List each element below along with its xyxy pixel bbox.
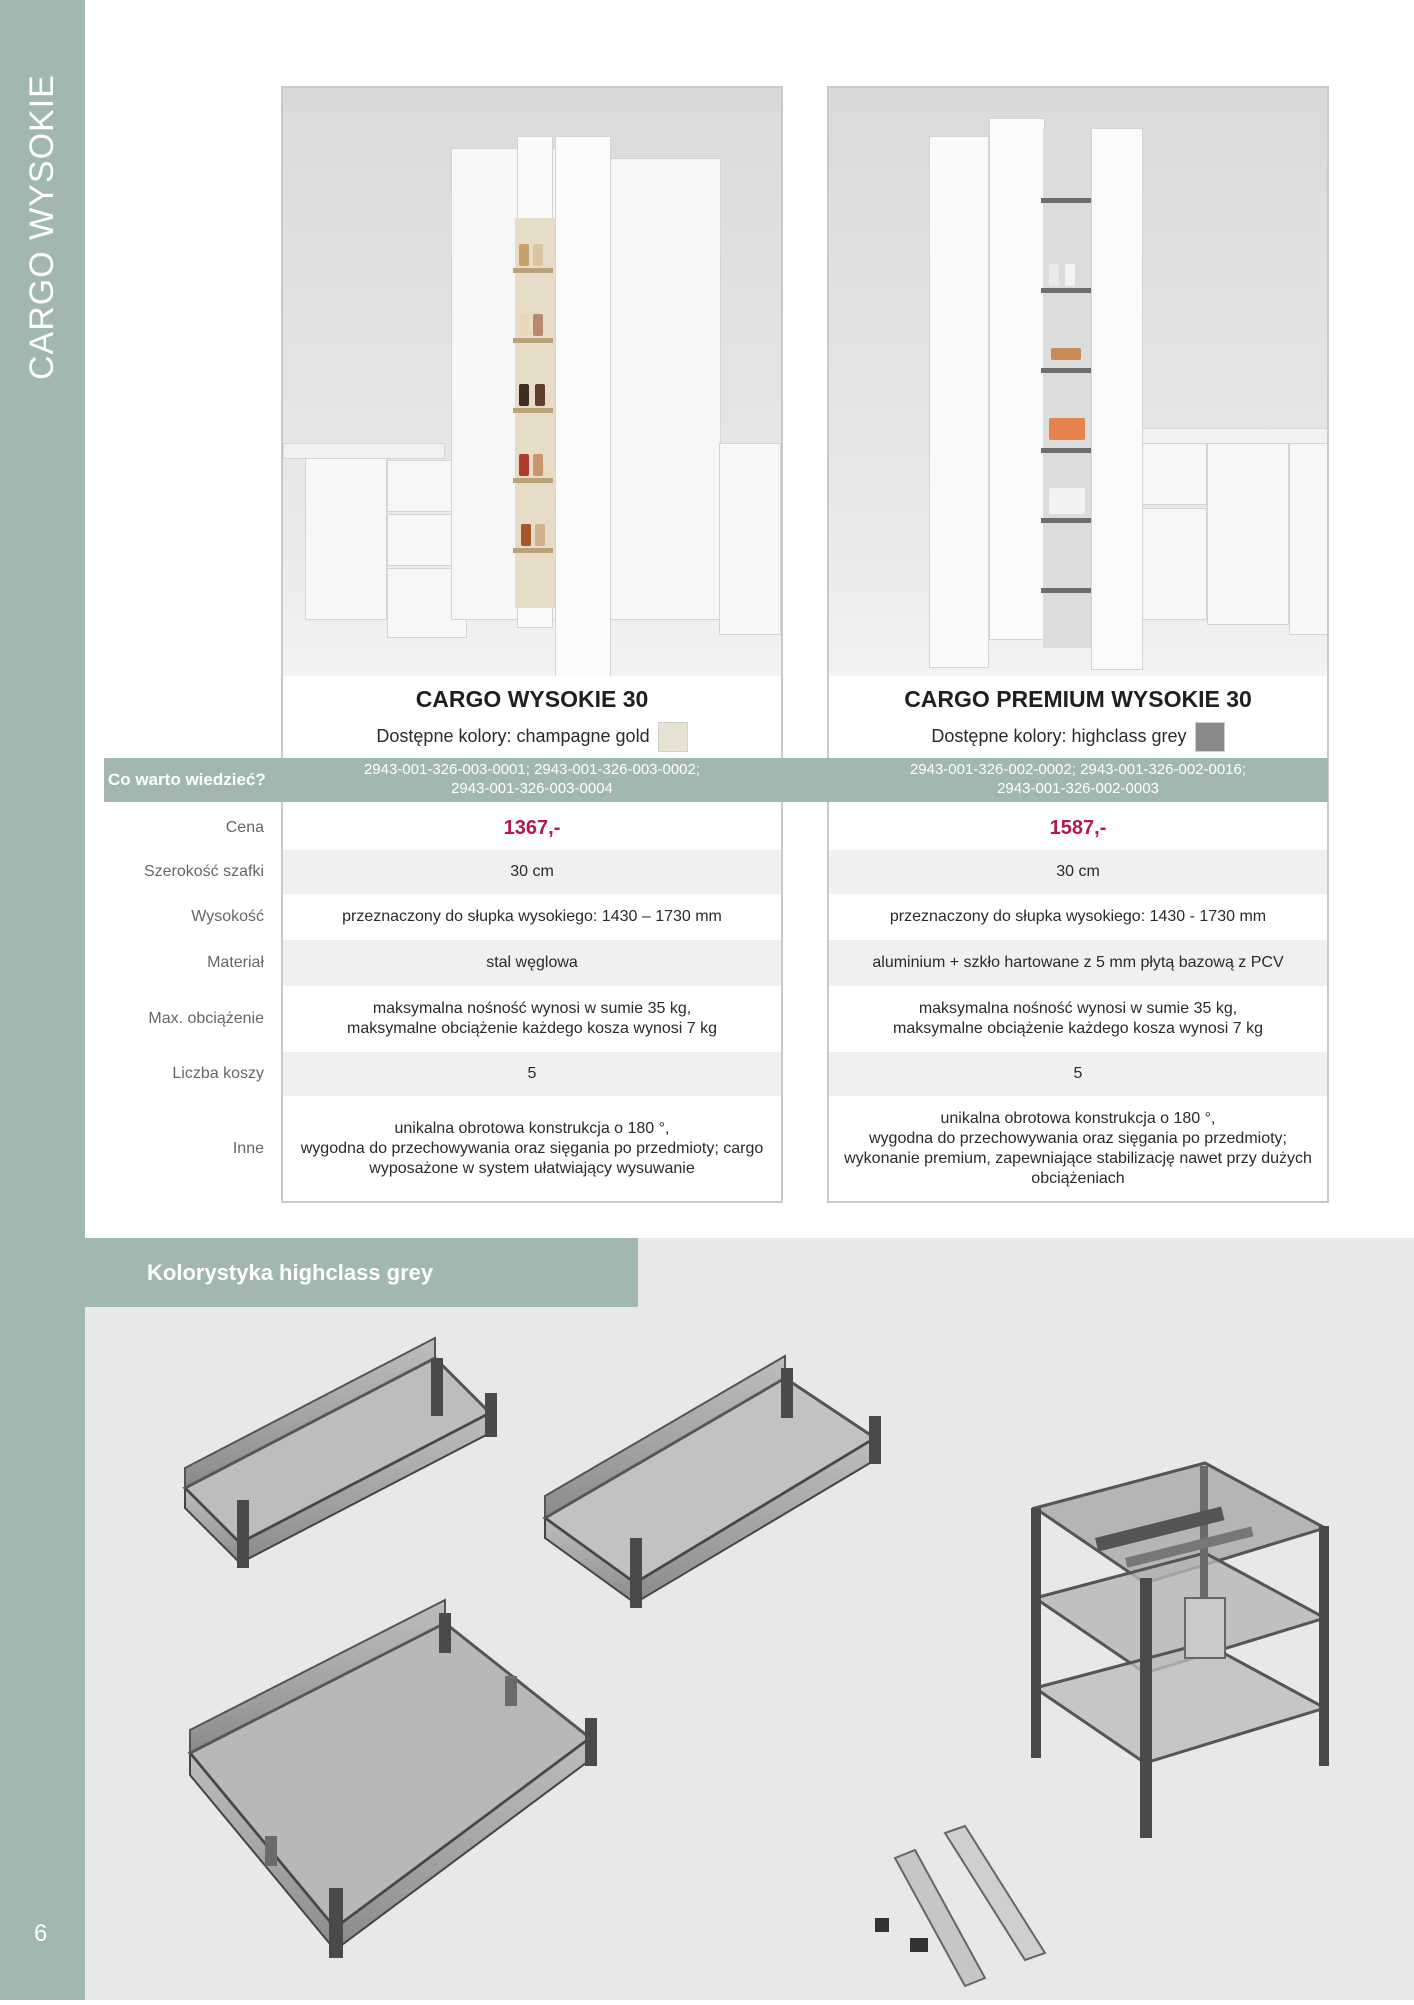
color-swatch — [1195, 722, 1225, 752]
page-number: 6 — [34, 1920, 48, 1947]
section-header-title: Kolorystyka highclass grey — [147, 1260, 434, 1285]
multi-tier-basket-unit — [1031, 1463, 1329, 1838]
max-load-cell: maksymalna nośność wynosi w sumie 35 kg, maksymalne obciążenie każdego kosza wynosi 7 kg — [347, 1000, 717, 1037]
narrow-basket — [185, 1338, 497, 1568]
width-cell: 30 cm — [283, 850, 781, 894]
baskets-cell: 5 — [829, 1052, 1327, 1096]
colors-label: Dostępne kolory: champagne gold — [376, 725, 650, 746]
row-label-other: Inne — [232, 1140, 264, 1157]
row-label-width: Szerokość szafki — [143, 863, 264, 880]
product-codes: 2943-001-326-003-0001; 2943-001-326-003-0002; 2943-001-326-003-0004 — [363, 761, 701, 797]
drawer-rails — [875, 1826, 1045, 1986]
highclass-grey-section — [85, 1238, 1414, 2000]
row-label-price: Cena — [225, 819, 264, 836]
price-cell: 1587,- — [1049, 817, 1107, 839]
section-title: CARGO WYSOKIE — [23, 74, 61, 380]
product-codes: 2943-001-326-002-0002; 2943-001-326-002-0016; 2943-001-326-002-0003 — [909, 761, 1247, 797]
medium-basket — [545, 1356, 881, 1608]
available-colors — [283, 722, 781, 752]
height-cell: przeznaczony do słupka wysokiego: 1430 - 1730 mm — [889, 908, 1267, 925]
product-photo-cargo-wysokie — [283, 88, 781, 676]
price-cell: 1367,- — [503, 817, 561, 839]
product-name: CARGO PREMIUM WYSOKIE 30 — [904, 686, 1252, 712]
color-swatch — [658, 722, 688, 752]
row-label-max-load: Max. obciążenie — [148, 1010, 264, 1027]
row-label-baskets: Liczba koszy — [172, 1065, 264, 1082]
basket-illustrations — [85, 1238, 1414, 2000]
info-label: Co warto wiedzieć? — [108, 770, 266, 789]
wide-basket — [190, 1600, 597, 1958]
colors-label: Dostępne kolory: highclass grey — [931, 725, 1187, 746]
product-name: CARGO WYSOKIE 30 — [415, 686, 649, 712]
width-cell: 30 cm — [829, 850, 1327, 894]
row-label-height: Wysokość — [191, 908, 264, 925]
material-cell: stal węglowa — [283, 940, 781, 986]
other-cell: unikalna obrotowa konstrukcja o 180 °, wygodna do przechowywania oraz sięgania po przedmioty; wykonanie premium, zapewniające stabilizację nawet przy dużych obciążeniach — [844, 1110, 1312, 1187]
baskets-cell: 5 — [283, 1052, 781, 1096]
material-cell: aluminium + szkło hartowane z 5 mm płytą bazową z PCV — [829, 940, 1327, 986]
height-cell: przeznaczony do słupka wysokiego: 1430 – 1730 mm — [342, 908, 722, 925]
max-load-cell: maksymalna nośność wynosi w sumie 35 kg, maksymalne obciążenie każdego kosza wynosi 7 kg — [893, 1000, 1263, 1037]
available-colors — [829, 722, 1327, 752]
other-cell: unikalna obrotowa konstrukcja o 180 °, wygodna do przechowywania oraz sięgania po przedmioty; cargo wyposażone w system ułatwiający wysuwanie — [300, 1120, 764, 1177]
product-photo-cargo-premium-wysokie — [829, 88, 1327, 676]
row-label-material: Materiał — [207, 954, 264, 971]
codes-bar — [104, 758, 1328, 802]
